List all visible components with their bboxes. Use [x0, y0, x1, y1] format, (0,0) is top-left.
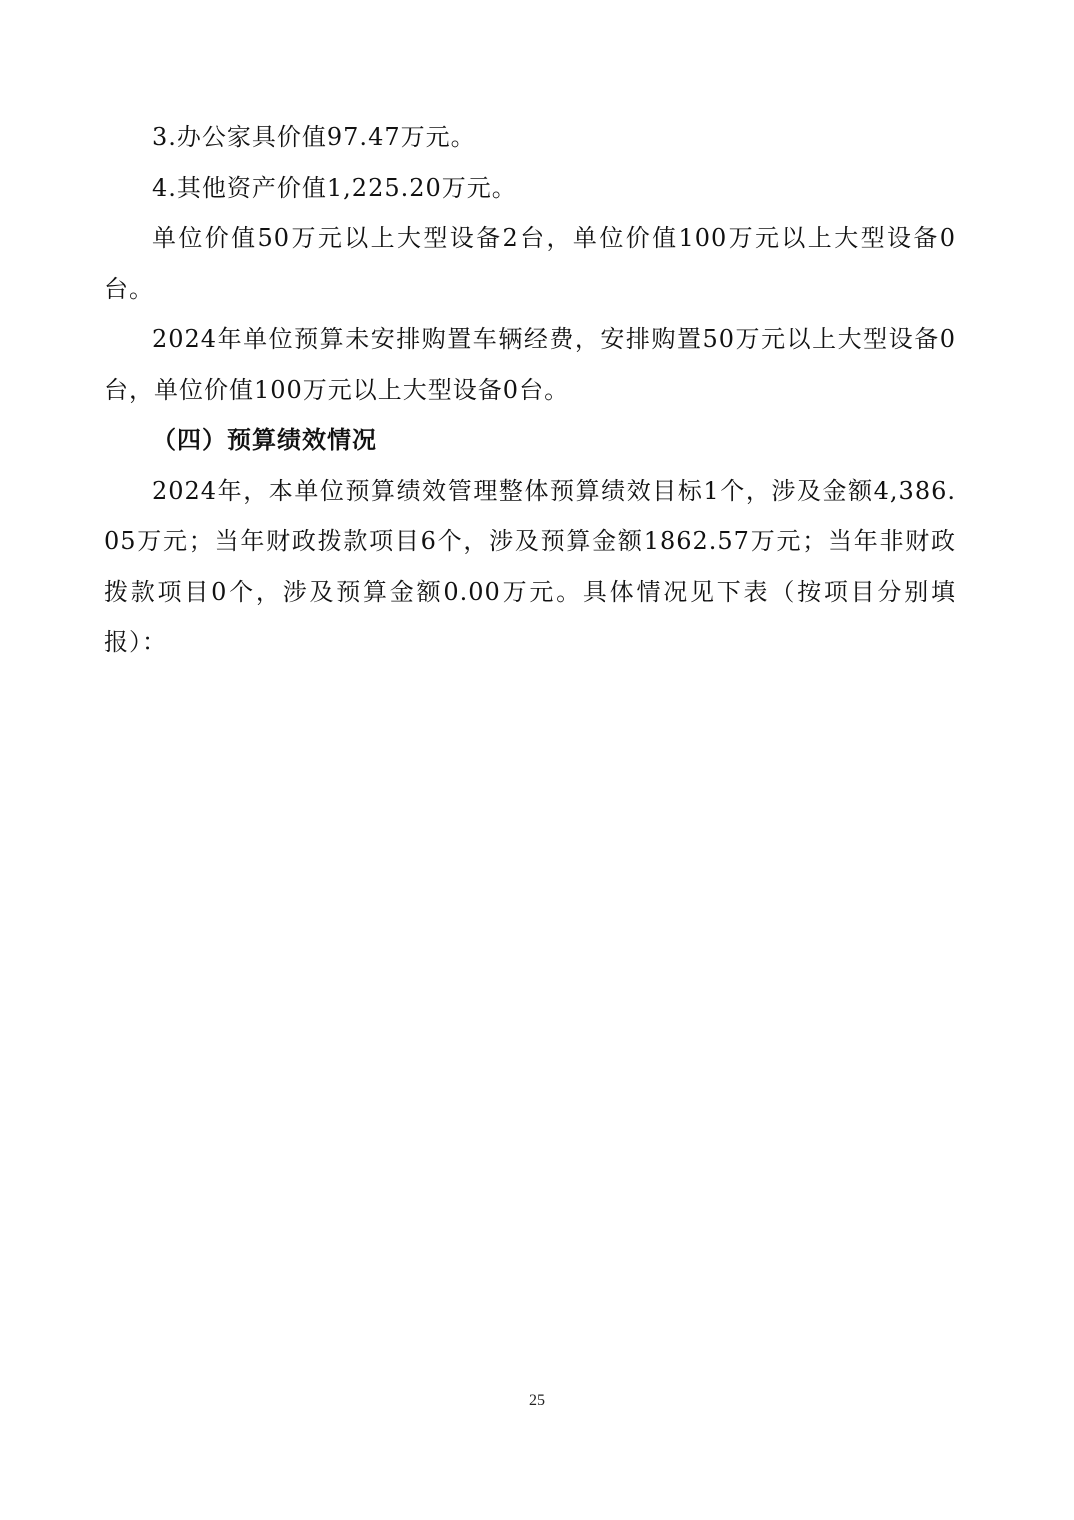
page-number: 25 [529, 1392, 545, 1409]
paragraph-2024-purchase-budget: 2024年单位预算未安排购置车辆经费，安排购置50万元以上大型设备0台，单位价值100万元以上大型设备0台。 [104, 325, 956, 404]
paragraph-office-furniture: 3.办公家具价值97.47万元。 [152, 123, 476, 151]
paragraph-large-equipment: 单位价值50万元以上大型设备2台，单位价值100万元以上大型设备0台。 [104, 224, 956, 303]
paragraph-other-assets: 4.其他资产价值1,225.20万元。 [152, 173, 517, 202]
paragraph-performance: 2024年，本单位预算绩效管理整体预算绩效目标1个，涉及金额4,386.05万元；当年财政拨款项目6个，涉及预算金额1862.57万元；当年非财政拨款项目0个，涉及预算金额0.00万元。具体情况见下表（按项目分别填报）： [104, 476, 956, 656]
section-heading: （四）预算绩效情况 [152, 425, 377, 454]
document-body [104, 112, 956, 668]
